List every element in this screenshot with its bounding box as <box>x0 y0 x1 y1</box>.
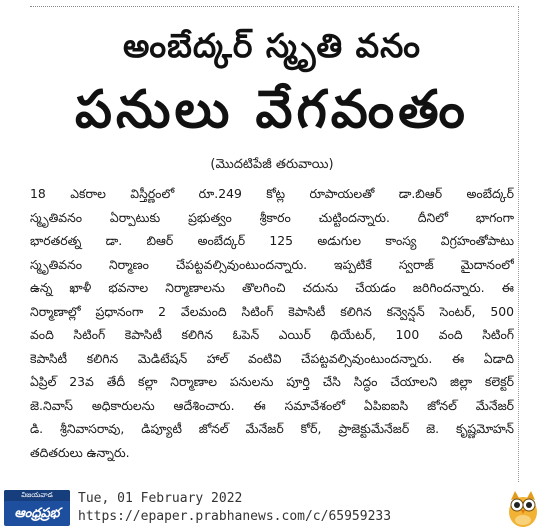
edition-date: Tue, 01 February 2022 <box>78 491 243 506</box>
article-line: ఏప్రిల్ 23వ తేదీ కల్లా నిర్మాణాల పనులను పూర్తి చేసి సిద్ధం చేయాలని జిల్లా కలెక్టర్ <box>30 374 514 389</box>
article-line: జె.నివాస్ అధికారులను ఆదేశించారు. ఈ సమావేశంలో ఏపిఐఐసి జోనల్ మేనేజర్ <box>30 397 514 413</box>
article-line: ఉన్న ఖాళీ భవనాల నిర్మాణాలను తొలగించి చదును చేయడం జరిగిందన్నారు. ఈ <box>30 280 514 295</box>
newspaper-logo[interactable] <box>4 490 70 526</box>
article-body <box>30 182 514 464</box>
article-line: తదితరులు ఉన్నారు. <box>30 444 130 460</box>
continued-note: (మొదటిపేజీ తరువాయి) <box>210 157 334 172</box>
article-line: డి. శ్రీనివాసరావు, డిప్యూటీ జోనల్ మేనేజర్ కోర్, ప్రాజెక్టుమేనేజర్ జె. కృష్ణమోహన్ <box>30 421 514 436</box>
article-line: స్మృతివనం ఏర్పాటుకు ప్రభుత్వం శ్రీకారం చుట్టిందన్నారు. దీనిలో భాగంగా <box>30 209 514 225</box>
kicker-heading: అంబేద్కర్ స్మృతి వనం <box>122 26 422 65</box>
article-line: కెపాసిటీ కలిగిన మెడిటేషన్ హాల్ వంటివి చేపట్టవల్సివుంటుందన్నారు. ఈ ఏడాది <box>30 350 514 366</box>
logo-edition: విజయవాడ <box>4 490 70 501</box>
clip-url-link[interactable]: https://epaper.prabhanews.com/c/65959233 <box>78 509 392 524</box>
logo-title: ఆంధ్రప్రభ <box>14 506 60 521</box>
top-dotted-rule <box>30 6 514 7</box>
article-line: వంది సిటింగ్ కెపాసిటీ కలిగిన ఓపెన్ ఎయిర్ థియేటర్, 100 వంది సిటింగ్ <box>30 327 514 342</box>
headline: పనులు వేగవంతం <box>75 80 469 140</box>
article-line: 18 ఎకరాల విస్తీర్ణంలో రూ.249 కోట్ల రూపాయలతో డా.బిఆర్ అంబేద్కర్ <box>30 186 514 201</box>
owl-mascot-icon <box>506 488 540 528</box>
article-line: స్మృతివనం నిర్మాణం చేపట్టవల్సివుంటుందన్నారు. ఇప్పటికే స్వరాజ్ మైదానంలో <box>30 256 514 272</box>
article-line: భారతరత్న డా. బిఆర్ అంబేద్కర్ 125 అడుగుల కాంస్య విగ్రహంతోపాటు <box>30 233 514 248</box>
column-dotted-rule <box>518 6 519 482</box>
article-line: నిర్మాణాల్లో ప్రధానంగా 2 వేలమంది సిటింగ్ కెపాసిటీ కలిగిన కన్వెన్షన్ సెంటర్, 500 <box>30 303 514 319</box>
